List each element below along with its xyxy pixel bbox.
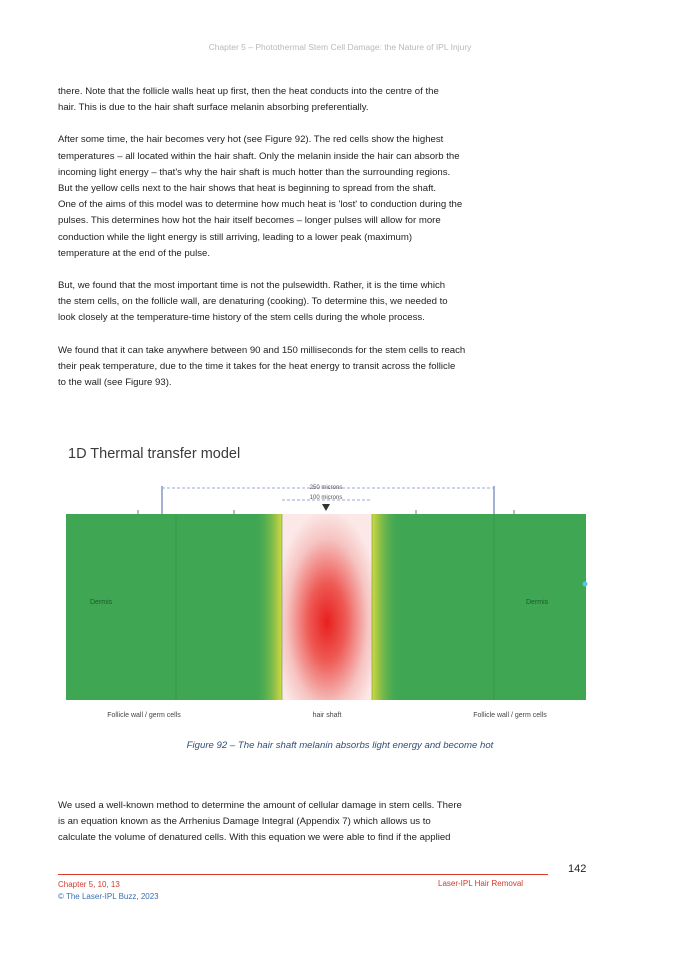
text-line: there. Note that the follicle walls heat up first, then the heat conducts into the centre of the [58, 86, 439, 97]
footer-left [58, 879, 159, 903]
marker-dot-icon [583, 582, 588, 587]
body-text-bottom [58, 798, 606, 847]
page-number: 142 [568, 863, 587, 875]
text-line: conduction while the light energy is still arriving, leading to a lower peak (maximum) [58, 231, 413, 243]
text-line: is an equation known as the Arrhenius Damage Integral (Appendix 7) which allows us to [58, 816, 431, 828]
figure-title: 1D Thermal transfer model [68, 446, 241, 462]
text-line: But the yellow cells next to the hair shows that heat is beginning to spread from the shaft. [58, 183, 437, 195]
thermal-model-svg [66, 480, 586, 719]
hair-shaft-hot-region [282, 514, 372, 700]
text-line: their peak temperature, due to the time it takes for the heat energy to transit across the follicle [58, 360, 456, 372]
text-line: One of the aims of this model was to determine how much heat is 'lost' to conduction during the [58, 199, 463, 211]
label-follicle-wall-right: Follicle wall / germ cells [473, 712, 547, 719]
text-line: We used a well-known method to determine the amount of cellular damage in stem cells. There [58, 800, 462, 811]
dimension-outer-label: 250 microns [309, 485, 343, 491]
dimension-inner-label: 100 microns [309, 495, 343, 501]
text-line: We found that it can take anywhere between 90 and 150 milliseconds for the stem cells to reach [58, 344, 466, 356]
text-line: temperature at the end of the pulse. [58, 247, 211, 259]
footer-rule [58, 874, 548, 875]
text-line: After some time, the hair becomes very hot (see Figure 92). The red cells show the highest [58, 134, 444, 146]
text-line: temperatures – all located within the hair shaft. Only the melanin inside the hair can absorb the [58, 150, 460, 162]
footer-book-title: Laser-IPL Hair Removal [438, 879, 524, 888]
text-line: incoming light energy – that's why the hair shaft is much hotter than the surrounding regions. [58, 166, 451, 178]
label-hair-shaft: hair shaft [312, 712, 342, 719]
text-line: the stem cells, on the follicle wall, are denaturing (cooking). To determine this, we needed to [58, 296, 448, 308]
footer-chapter-ref: Chapter 5, 10, 13 [58, 880, 120, 889]
running-head: Chapter 5 – Photothermal Stem Cell Damage: the Nature of IPL Injury [208, 42, 472, 52]
footer-copyright: © The Laser-IPL Buzz, 2023 [58, 892, 159, 901]
arrow-down-icon [322, 504, 330, 511]
text-line: look closely at the temperature-time history of the stem cells during the whole process. [58, 312, 425, 324]
text-line: to the wall (see Figure 93). [58, 377, 172, 389]
text-line: pulses. This determines how hot the hair itself becomes – longer pulses will allow for more [58, 215, 441, 227]
text-line: hair. This is due to the hair shaft surface melanin absorbing preferentially. [58, 102, 369, 114]
text-line: calculate the volume of denatured cells. With this equation we were able to find if the applied [58, 832, 451, 844]
left-region-label: Dermis [90, 599, 113, 606]
text-line: But, we found that the most important time is not the pulsewidth. Rather, it is the time which [58, 280, 446, 292]
label-follicle-wall-left: Follicle wall / germ cells [107, 712, 181, 719]
body-text-top [58, 84, 606, 391]
figure-caption: Figure 92 – The hair shaft melanin absorbs light energy and become hot [186, 740, 494, 751]
right-region-label: Dermis [526, 599, 549, 606]
thermal-model-figure [66, 480, 586, 719]
